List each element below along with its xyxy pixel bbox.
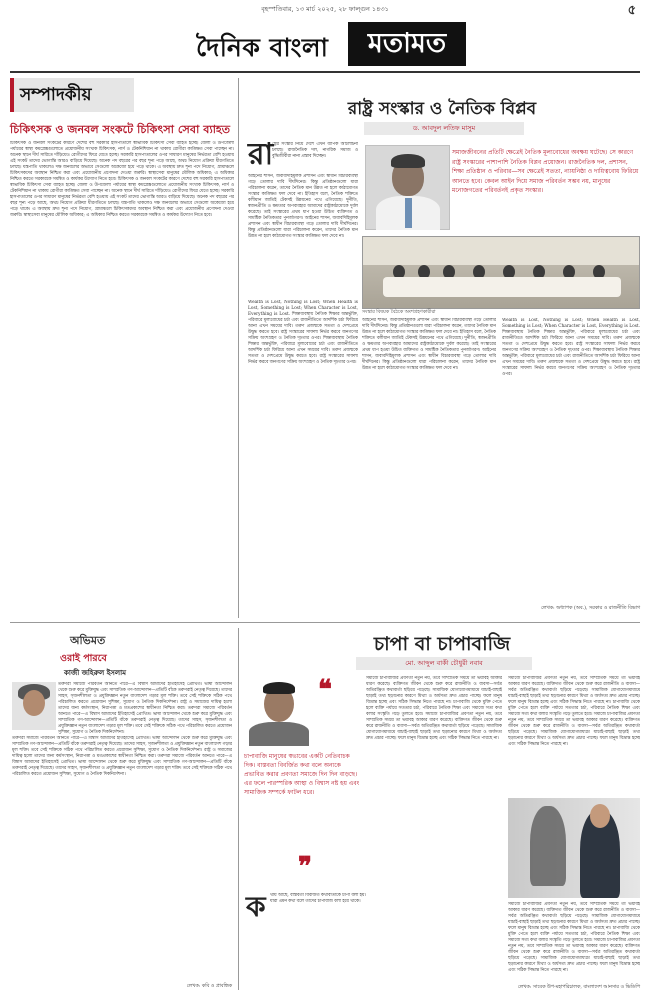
masthead-newspaper-name: দৈনিক বাংলা (196, 33, 329, 62)
main-article-body-column: আইনের শাসন, জবাবদিহিমূলক প্রশাসন এবং স্বাধীন বিচারব্যবস্থা গড়ে তোলার দাবি দীর্ঘদিনের। কিন্তু প্রতিষ্ঠানগুলো যারা পরিচালনা করেন, তাদের নৈতিক মান উন্নত না হলে কাঠামোগত সংস্কার কাঙ্ক্ষিত ফল দেবে না। ইতিহাস বলে, নৈতিক শক্তিতে বলীয়ান জাতিই টেকসই উন্নয়নের পথে এগিয়েছে। দুর্নীতি, স্বজনপ্রীতি ও ক্ষমতার অপব্যবহার আমাদের রাষ্ট্রকাঠামোকে দুর্বল করেছে। তাই সংস্কারের প্রথম ধাপ হওয়া উচিত ব্যক্তিগত ও সামষ্টিক নৈতিকতার পুনর্জাগরণ। আইনের শাসন, জবাবদিহিমূলক প্রশাসন এবং স্বাধীন বিচারব্যবস্থা গড়ে তোলার দাবি দীর্ঘদিনের। কিন্তু প্রতিষ্ঠানগুলো যারা পরিচালনা করেন, তাদের নৈতিক মান উন্নত না হলে কাঠামোগত সংস্কার কাঙ্ক্ষিত ফল দেবে না। (248, 174, 358, 239)
editorial-title: চিকিৎসক ও জনবল সংকটে চিকিৎসা সেবা ব্যাহত (10, 123, 231, 136)
main-article-body-column: Wealth is Lost, Nothing is Lost; When Health is Lost, Something is Lost; When Character is Lost, Everything is Lost. শিক্ষাব্যবস্থায় নৈতিক শিক্ষার অন্তর্ভুক্তি, পরিবারে মূল্যবোধের চর্চা এবং রাজনীতিতে আদর্শিক চর্চা ফিরিয়ে আনা এখন সময়ের দাবি। তরুণ প্রজন্মকে সততা ও দেশপ্রেমে উদ্বুদ্ধ করতে হবে। রাষ্ট্র সংস্কারের সাফল্য নির্ভর করবে জনগণের সক্রিয় অংশগ্রহণ ও নৈতিক দৃঢ়তার ওপর। শিক্ষাব্যবস্থায় নৈতিক শিক্ষার অন্তর্ভুক্তি, পরিবারে মূল্যবোধের চর্চা এবং রাজনীতিতে আদর্শিক চর্চা ফিরিয়ে আনা এখন সময়ের দাবি। তরুণ প্রজন্মকে সততা ও দেশপ্রেমে উদ্বুদ্ধ করতে হবে। রাষ্ট্র সংস্কারের সাফল্য নির্ভর করবে জনগণের সক্রিয় অংশগ্রহণ ও নৈতিক দৃঢ়তার ওপর। (248, 300, 358, 365)
chapa-article-lead: থায় আছে, বাস্তবতা বিবর্জিত কথাবার্তাকে চাপা বলা হয়। যারা এমন কথা বলে তাদের চাপাবাজ বলা হয়ে থাকে। (270, 893, 366, 904)
chapa-article-body-column: সমাজে চাপাবাজির প্রবণতা নতুন নয়, তবে সাম্প্রতিক সময়ে তা ভয়াবহ আকার ধারণ করেছে। ব্যক্তিগত জীবন থেকে শুরু করে রাজনীতি ও ব্যবসা—সর্বত্র অতিরঞ্জিত কথাবার্তা ছড়িয়ে পড়েছে। সামাজিক যোগাযোগমাধ্যমে যাচাই-বাছাই ছাড়াই তথ্য ছড়ানোর কারণে মিথ্যা ও অর্ধসত্য দ্রুত প্রচার পাচ্ছে। ফলে মানুষ বিভ্রান্ত হচ্ছে এবং সঠিক সিদ্ধান্ত নিতে পারছে না। চাপাবাজি থেকে মুক্তি পেতে হলে ব্যক্তি পর্যায়ে সততার চর্চা, পরিবারে নৈতিক শিক্ষা এবং সমাজে সত্য কথা বলার সংস্কৃতি গড়ে তুলতে হবে। সমাজে চাপাবাজির প্রবণতা নতুন নয়, তবে সাম্প্রতিক সময়ে তা ভয়াবহ আকার ধারণ করেছে। ব্যক্তিগত জীবন থেকে শুরু করে রাজনীতি ও ব্যবসা—সর্বত্র অতিরঞ্জিত কথাবার্তা ছড়িয়ে পড়েছে। সামাজিক যোগাযোগমাধ্যমে যাচাই-বাছাই ছাড়াই তথ্য ছড়ানোর কারণে মিথ্যা ও অর্ধসত্য দ্রুত প্রচার পাচ্ছে। ফলে মানুষ বিভ্রান্ত হচ্ছে এবং সঠিক সিদ্ধান্ত নিতে পারছে না। (366, 676, 502, 741)
opinion-writer-note: লেখক: কবি ও প্রাবন্ধিক (186, 984, 232, 989)
section-divider (10, 622, 640, 623)
main-article-body-column: Wealth is Lost, Nothing is Lost; When Health is Lost, Something is Lost; When Character is Lost, Everything is Lost. শিক্ষাব্যবস্থায় নৈতিক শিক্ষার অন্তর্ভুক্তি, পরিবারে মূল্যবোধের চর্চা এবং রাজনীতিতে আদর্শিক চর্চা ফিরিয়ে আনা এখন সময়ের দাবি। তরুণ প্রজন্মকে সততা ও দেশপ্রেমে উদ্বুদ্ধ করতে হবে। রাষ্ট্র সংস্কারের সাফল্য নির্ভর করবে জনগণের সক্রিয় অংশগ্রহণ ও নৈতিক দৃঢ়তার ওপর। শিক্ষাব্যবস্থায় নৈতিক শিক্ষার অন্তর্ভুক্তি, পরিবারে মূল্যবোধের চর্চা এবং রাজনীতিতে আদর্শিক চর্চা ফিরিয়ে আনা এখন সময়ের দাবি। তরুণ প্রজন্মকে সততা ও দেশপ্রেমে উদ্বুদ্ধ করতে হবে। রাষ্ট্র সংস্কারের সাফল্য নির্ভর করবে জনগণের সক্রিয় অংশগ্রহণ ও নৈতিক দৃঢ়তার ওপর। (502, 318, 640, 377)
opinion-body: তরুণরা সমাজে পরিবর্তন আনতে পারে—এ বিশ্বাস আমাদের ইতিহাসেই প্রোথিত। ভাষা আন্দোলন থেকে শুরু করে মুক্তিযুদ্ধ এবং সাম্প্রতিক গণ-আন্দোলন—প্রতিটি বাঁকে তরুণরাই নেতৃত্ব দিয়েছে। তাদের সাহস, সৃজনশীলতা ও প্রযুক্তিজ্ঞান নতুন বাংলাদেশ গড়ার মূল শক্তি। তবে সেই শক্তিকে সঠিক পথে পরিচালিত করতে প্রয়োজন সুশিক্ষা, সুযোগ ও নৈতিক দিকনির্দেশনা। রাষ্ট্র ও সমাজের দায়িত্ব হলো তাদের জন্য কর্মসংস্থান, নিরাপত্তা ও মতপ্রকাশের স্বাধীনতা নিশ্চিত করা। তরুণরা সমাজে পরিবর্তন আনতে পারে—এ বিশ্বাস আমাদের ইতিহাসেই প্রোথিত। ভাষা আন্দোলন থেকে শুরু করে মুক্তিযুদ্ধ এবং সাম্প্রতিক গণ-আন্দোলন—প্রতিটি বাঁকে তরুণরাই নেতৃত্ব দিয়েছে। তাদের সাহস, সৃজনশীলতা ও প্রযুক্তিজ্ঞান নতুন বাংলাদেশ গড়ার মূল শক্তি। তবে সেই শক্তিকে সঠিক পথে পরিচালিত করতে প্রয়োজন সুশিক্ষা, সুযোগ ও নৈতিক দিকনির্দেশনা। (12, 736, 232, 777)
column-divider (238, 628, 239, 990)
opinion-section-label: অভিমত (70, 634, 106, 647)
editorial-section-label: সম্পাদকীয় (10, 78, 134, 112)
quote-close-icon: ❞ (298, 852, 312, 882)
main-article-writer-note: লেখক: অধ্যাপক (অব.), সরকার ও রাজনীতি বিভাগ (540, 606, 640, 611)
dateline: বৃহস্পতিবার, ১৩ মার্চ ২০২৫, ২৮ ফাল্গুন ১৪৩১ (261, 5, 389, 13)
photo-caption: সংস্কার বিষয়ক বৈঠকে অংশগ্রহণকারীরা (362, 310, 436, 315)
quote-open-icon: ❝ (318, 675, 332, 705)
shadow-man-photo (508, 798, 640, 898)
opinion-body-intro: তরুণরা সমাজে পরিবর্তন আনতে পারে—এ বিশ্বাস আমাদের ইতিহাসেই প্রোথিত। ভাষা আন্দোলন থেকে শুরু করে মুক্তিযুদ্ধ এবং সাম্প্রতিক গণ-আন্দোলন—প্রতিটি বাঁকে তরুণরাই নেতৃত্ব দিয়েছে। তাদের সাহস, সৃজনশীলতা ও প্রযুক্তিজ্ঞান নতুন বাংলাদেশ গড়ার মূল শক্তি। তবে সেই শক্তিকে সঠিক পথে পরিচালিত করতে প্রয়োজন সুশিক্ষা, সুযোগ ও নৈতিক দিকনির্দেশনা। রাষ্ট্র ও সমাজের দায়িত্ব হলো তাদের জন্য কর্মসংস্থান, নিরাপত্তা ও মতপ্রকাশের স্বাধীনতা নিশ্চিত করা। তরুণরা সমাজে পরিবর্তন আনতে পারে—এ বিশ্বাস আমাদের ইতিহাসেই প্রোথিত। ভাষা আন্দোলন থেকে শুরু করে মুক্তিযুদ্ধ এবং সাম্প্রতিক গণ-আন্দোলন—প্রতিটি বাঁকে তরুণরাই নেতৃত্ব দিয়েছে। তাদের সাহস, সৃজনশীলতা ও প্রযুক্তিজ্ঞান নতুন বাংলাদেশ গড়ার মূল শক্তি। তবে সেই শক্তিকে সঠিক পথে পরিচালিত করতে প্রয়োজন সুশিক্ষা, সুযোগ ও নৈতিক দিকনির্দেশনা। (58, 682, 232, 734)
opinion-author: কাজী জহিরুল ইসলাম (64, 669, 126, 677)
chapa-article-dropcap: ক (246, 890, 266, 923)
main-article-dropcap: রা (248, 137, 274, 172)
editorial-body: চিকিৎসক ও জনবল সংকটের কারণে দেশের বহু সরকারি হাসপাতালে স্বাভাবিক চিকিৎসা সেবা ব্যাহত হচ্ছে। জেলা ও উপজেলা পর্যায়ের স্বাস্থ্য কমপ্লেক্সগুলোতে প্রয়োজনীয় সংখ্যক চিকিৎসক, নার্স ও টেকনিশিয়ান না থাকায় রোগীরা কাঙ্ক্ষিত সেবা পাচ্ছেন না। অনেক স্থানে দীর্ঘ সারিতে দাঁড়িয়েও রোগীদের ফিরে যেতে হচ্ছে। সরকারি হাসপাতালের ওপর সাধারণ মানুষের নির্ভরতা বেশি হওয়ায় এই সংকট তাদের ভোগান্তি আরও বাড়িয়ে দিয়েছে। অনেক পদ বছরের পর বছর শূন্য পড়ে আছে, অথচ নিয়োগ প্রক্রিয়া ধীরগতিতে চলছে। যন্ত্রপাতি থাকলেও দক্ষ জনবলের অভাবে সেগুলো অকেজো হয়ে পড়ে থাকে। এ অবস্থায় দ্রুত শূন্য পদে নিয়োগ, গ্রামাঞ্চলে চিকিৎসকদের অবস্থান নিশ্চিত করা এবং প্রয়োজনীয় প্রণোদনা দেওয়া জরুরি। স্বাস্থ্যসেবা মানুষের মৌলিক অধিকার; এ অধিকার নিশ্চিত করতে সরকারকে সমন্বিত ও কার্যকর উদ্যোগ নিতে হবে। চিকিৎসক ও জনবল সংকটের কারণে দেশের বহু সরকারি হাসপাতালে স্বাভাবিক চিকিৎসা সেবা ব্যাহত হচ্ছে। জেলা ও উপজেলা পর্যায়ের স্বাস্থ্য কমপ্লেক্সগুলোতে প্রয়োজনীয় সংখ্যক চিকিৎসক, নার্স ও টেকনিশিয়ান না থাকায় রোগীরা কাঙ্ক্ষিত সেবা পাচ্ছেন না। অনেক স্থানে দীর্ঘ সারিতে দাঁড়িয়েও রোগীদের ফিরে যেতে হচ্ছে। সরকারি হাসপাতালের ওপর সাধারণ মানুষের নির্ভরতা বেশি হওয়ায় এই সংকট তাদের ভোগান্তি আরও বাড়িয়ে দিয়েছে। অনেক পদ বছরের পর বছর শূন্য পড়ে আছে, অথচ নিয়োগ প্রক্রিয়া ধীরগতিতে চলছে। যন্ত্রপাতি থাকলেও দক্ষ জনবলের অভাবে সেগুলো অকেজো হয়ে পড়ে থাকে। এ অবস্থায় দ্রুত শূন্য পদে নিয়োগ, গ্রামাঞ্চলে চিকিৎসকদের অবস্থান নিশ্চিত করা এবং প্রয়োজনীয় প্রণোদনা দেওয়া জরুরি। স্বাস্থ্যসেবা মানুষের মৌলিক অধিকার; এ অধিকার নিশ্চিত করতে সরকারকে সমন্বিত ও কার্যকর উদ্যোগ নিতে হবে। (10, 141, 234, 218)
opinion-author-portrait (12, 682, 56, 730)
chapa-article-pullquote: চাপাবাজি মানুষের স্বভাবের একটি নেতিবাচক দিক। বাস্তবতা বিবর্জিত কথা বলে অন্যকে প্রভাবিত করার প্রবণতা সমাজে দিন দিন বাড়ছে। এর ফলে পারস্পরিক আস্থা ও বিশ্বাস নষ্ট হয় এবং সামাজিক সম্পর্কে ফাটল ধরে। (244, 753, 360, 796)
page-number: ৫ (627, 3, 636, 18)
masthead-section-name: মতামত (348, 22, 466, 66)
main-article-author: ড. আবদুল লতিফ মাসুম (364, 122, 524, 135)
author-portrait (365, 145, 450, 230)
column-divider (238, 78, 239, 618)
masthead-rule (10, 71, 640, 73)
chapa-article-writer-note: লেখক: সাবেক উপ-মহাপরিচালক, বাংলাদেশ আনসার ও ভিডিপি (517, 985, 640, 990)
meeting-photo (362, 236, 640, 309)
chapa-article-author: মো. আব্দুল বাকী চৌধুরী নবাব (356, 657, 532, 670)
main-article-title: রাষ্ট্র সংস্কার ও নৈতিক বিপ্লব (347, 99, 537, 119)
main-article-pullquote: সমাজজীবনের প্রতিটি ক্ষেত্রেই নৈতিক মূল্যবোধের অবক্ষয় ঘটেছে। সে কারণে রাষ্ট্র সংস্কারের পাশাপাশি নৈতিক বিপ্লব প্রয়োজন। রাজনৈতিক দল, প্রশাসন, শিক্ষা প্রতিষ্ঠান ও পরিবার—সব ক্ষেত্রেই সততা, ন্যায়নিষ্ঠা ও দায়িত্ববোধ ফিরিয়ে আনতে হবে। কেবল আইন দিয়ে সমাজ পরিবর্তন সম্ভব নয়, মানুষের মনোজগতের পরিবর্তনই প্রকৃত সংস্কার। (452, 149, 639, 194)
main-article-body-column: আইনের শাসন, জবাবদিহিমূলক প্রশাসন এবং স্বাধীন বিচারব্যবস্থা গড়ে তোলার দাবি দীর্ঘদিনের। কিন্তু প্রতিষ্ঠানগুলো যারা পরিচালনা করেন, তাদের নৈতিক মান উন্নত না হলে কাঠামোগত সংস্কার কাঙ্ক্ষিত ফল দেবে না। ইতিহাস বলে, নৈতিক শক্তিতে বলীয়ান জাতিই টেকসই উন্নয়নের পথে এগিয়েছে। দুর্নীতি, স্বজনপ্রীতি ও ক্ষমতার অপব্যবহার আমাদের রাষ্ট্রকাঠামোকে দুর্বল করেছে। তাই সংস্কারের প্রথম ধাপ হওয়া উচিত ব্যক্তিগত ও সামষ্টিক নৈতিকতার পুনর্জাগরণ। আইনের শাসন, জবাবদিহিমূলক প্রশাসন এবং স্বাধীন বিচারব্যবস্থা গড়ে তোলার দাবি দীর্ঘদিনের। কিন্তু প্রতিষ্ঠানগুলো যারা পরিচালনা করেন, তাদের নৈতিক মান উন্নত না হলে কাঠামোগত সংস্কার কাঙ্ক্ষিত ফল দেবে না। (362, 318, 496, 371)
chapa-article-body-column: সমাজে চাপাবাজির প্রবণতা নতুন নয়, তবে সাম্প্রতিক সময়ে তা ভয়াবহ আকার ধারণ করেছে। ব্যক্তিগত জীবন থেকে শুরু করে রাজনীতি ও ব্যবসা—সর্বত্র অতিরঞ্জিত কথাবার্তা ছড়িয়ে পড়েছে। সামাজিক যোগাযোগমাধ্যমে যাচাই-বাছাই ছাড়াই তথ্য ছড়ানোর কারণে মিথ্যা ও অর্ধসত্য দ্রুত প্রচার পাচ্ছে। ফলে মানুষ বিভ্রান্ত হচ্ছে এবং সঠিক সিদ্ধান্ত নিতে পারছে না। চাপাবাজি থেকে মুক্তি পেতে হলে ব্যক্তি পর্যায়ে সততার চর্চা, পরিবারে নৈতিক শিক্ষা এবং সমাজে সত্য কথা বলার সংস্কৃতি গড়ে তুলতে হবে। সমাজে চাপাবাজির প্রবণতা নতুন নয়, তবে সাম্প্রতিক সময়ে তা ভয়াবহ আকার ধারণ করেছে। ব্যক্তিগত জীবন থেকে শুরু করে রাজনীতি ও ব্যবসা—সর্বত্র অতিরঞ্জিত কথাবার্তা ছড়িয়ে পড়েছে। সামাজিক যোগাযোগমাধ্যমে যাচাই-বাছাই ছাড়াই তথ্য ছড়ানোর কারণে মিথ্যা ও অর্ধসত্য দ্রুত প্রচার পাচ্ছে। ফলে মানুষ বিভ্রান্ত হচ্ছে এবং সঠিক সিদ্ধান্ত নিতে পারছে না। (508, 902, 640, 973)
chapa-article-title: চাপা বা চাপাবাজি (373, 633, 511, 655)
chapa-article-body-column: সমাজে চাপাবাজির প্রবণতা নতুন নয়, তবে সাম্প্রতিক সময়ে তা ভয়াবহ আকার ধারণ করেছে। ব্যক্তিগত জীবন থেকে শুরু করে রাজনীতি ও ব্যবসা—সর্বত্র অতিরঞ্জিত কথাবার্তা ছড়িয়ে পড়েছে। সামাজিক যোগাযোগমাধ্যমে যাচাই-বাছাই ছাড়াই তথ্য ছড়ানোর কারণে মিথ্যা ও অর্ধসত্য দ্রুত প্রচার পাচ্ছে। ফলে মানুষ বিভ্রান্ত হচ্ছে এবং সঠিক সিদ্ধান্ত নিতে পারছে না। চাপাবাজি থেকে মুক্তি পেতে হলে ব্যক্তি পর্যায়ে সততার চর্চা, পরিবারে নৈতিক শিক্ষা এবং সমাজে সত্য কথা বলার সংস্কৃতি গড়ে তুলতে হবে। সমাজে চাপাবাজির প্রবণতা নতুন নয়, তবে সাম্প্রতিক সময়ে তা ভয়াবহ আকার ধারণ করেছে। ব্যক্তিগত জীবন থেকে শুরু করে রাজনীতি ও ব্যবসা—সর্বত্র অতিরঞ্জিত কথাবার্তা ছড়িয়ে পড়েছে। সামাজিক যোগাযোগমাধ্যমে যাচাই-বাছাই ছাড়াই তথ্য ছড়ানোর কারণে মিথ্যা ও অর্ধসত্য দ্রুত প্রচার পাচ্ছে। ফলে মানুষ বিভ্রান্ত হচ্ছে এবং সঠিক সিদ্ধান্ত নিতে পারছে না। (508, 676, 640, 747)
masthead (196, 22, 466, 66)
editorial-column (10, 78, 234, 618)
chapa-author-portrait (244, 676, 314, 746)
main-article-lead: ষ্ট্রের সংস্কার নিয়ে দেশে এখন ব্যাপক আলোচনা চলছে। রাজনৈতিক দল, নাগরিক সমাজ ও বুদ্ধিজীবীরা নানা প্রস্তাব দিচ্ছেন। (272, 142, 358, 159)
opinion-title: ওরাই পারবে (60, 653, 107, 664)
